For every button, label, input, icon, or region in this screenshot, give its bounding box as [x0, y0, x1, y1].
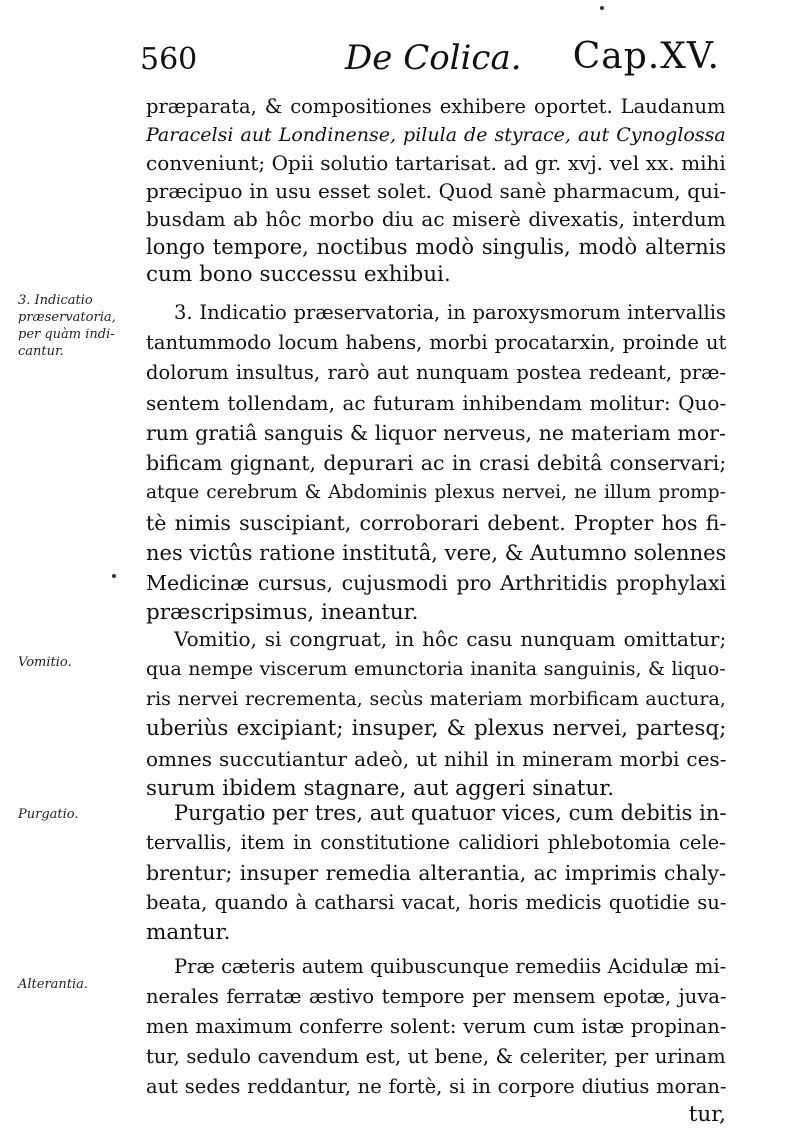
margin-note-alterantia: Alterantia. [18, 977, 89, 992]
text-line: tervallis, item in constitutione calidiori phlebotomia cele- [146, 831, 726, 854]
text-line: qua nempe viscerum emunctoria inanita sanguinis, & liquo- [146, 658, 726, 680]
text-line: nes victûs ratione institutâ, vere, & Autumno solennes [146, 541, 727, 565]
text-line: cum bono successu exhibui. [146, 262, 451, 287]
text-line: præcipuo in usu esset solet. Quod sanè pharmacum, qui- [146, 179, 727, 203]
text-line: uberiùs excipiant; insuper, & plexus nervei, partesq; [146, 716, 727, 741]
text-line: tur, sedulo cavendum est, ut bene, & celeriter, per urinam [146, 1045, 726, 1068]
text-line: bificam gignant, depurari ac in crasi debitâ conservari; [146, 451, 727, 475]
text-line: ris nervei recrementa, secùs materiam morbificam auctura, [146, 688, 726, 710]
text-line: men maximum conferre solent: verum cum istæ propinan- [146, 1015, 727, 1038]
text-line: tè nimis suscipiant, corroborari debent. Propter hos fi- [146, 511, 727, 535]
text-line: Præ cæteris autem quibuscunque remediis Acidulæ mi- [174, 955, 727, 978]
text-line: beata, quando à catharsi vacat, horis medicis quotidie su- [146, 891, 727, 914]
text-line: dolorum insultus, rarò aut nunquam postea redeant, præ- [146, 361, 727, 384]
margin-note-indicatio [18, 292, 142, 360]
margin-note-line: 3. Indicatio [18, 293, 93, 308]
margin-note-purgatio: Purgatio. [18, 807, 79, 822]
text-line: tantummodo locum habens, morbi procatarxin, proinde ut [146, 331, 727, 354]
text-line: atque cerebrum & Abdominis plexus nervei, ne illum promp- [146, 482, 726, 503]
margin-note-line: per quàm indi- [18, 327, 115, 342]
page-number: 560 [140, 42, 198, 77]
text-line: Paracelsi aut Londinense, pilula de styrace, aut Cynoglossa [146, 124, 726, 146]
text-line: præparata, & compositiones exhibere oportet. Laudanum [146, 95, 726, 118]
text-line: Purgatio per tres, aut quatuor vices, cum debitis in- [174, 801, 727, 825]
text-line: tur, [688, 1102, 726, 1127]
margin-note-vomitio: Vomitio. [18, 655, 72, 670]
text-line: surum ibidem stagnare, aut aggeri sinatur. [146, 776, 615, 801]
text-line: sentem tollendam, ac futuram inhibendam molitur: Quo- [146, 391, 727, 415]
text-line: aut sedes reddantur, ne fortè, si in corpore diutius moran- [146, 1075, 727, 1098]
text-line: omnes succutiantur adeò, ut nihil in mineram morbi ces- [146, 747, 727, 771]
text-line: Vomitio, si congruat, in hôc casu nunquam omittatur; [174, 627, 727, 651]
text-line: longo tempore, noctibus modò singulis, modò alternis [146, 235, 727, 259]
running-title: De Colica. [345, 38, 522, 78]
text-line: Medicinæ cursus, cujusmodi pro Arthritidis prophylaxi [146, 571, 727, 595]
ink-speck [600, 6, 604, 10]
page-header [140, 36, 720, 92]
text-line: conveniunt; Opii solutio tartarisat. ad gr. xvj. vel xx. mihi [146, 151, 726, 175]
text-line: nerales ferratæ æstivo tempore per mensem epotæ, juva- [146, 985, 727, 1008]
margin-note-line: præservatoria, [18, 310, 116, 325]
text-line: rum gratiâ sanguis & liquor nerveus, ne materiam mor- [146, 421, 726, 445]
text-line: 3. Indicatio præservatoria, in paroxysmorum intervallis [174, 301, 726, 324]
text-line: brentur; insuper remedia alterantia, ac imprimis chaly- [146, 861, 727, 885]
text-line: busdam ab hôc morbo diu ac miserè divexatis, interdum [146, 207, 726, 231]
text-line: mantur. [146, 920, 231, 945]
chapter-heading: Cap.XV. [572, 36, 720, 77]
margin-note-line: cantur. [18, 344, 64, 359]
ink-speck [112, 574, 116, 578]
text-line: præscripsimus, ineantur. [146, 600, 419, 625]
